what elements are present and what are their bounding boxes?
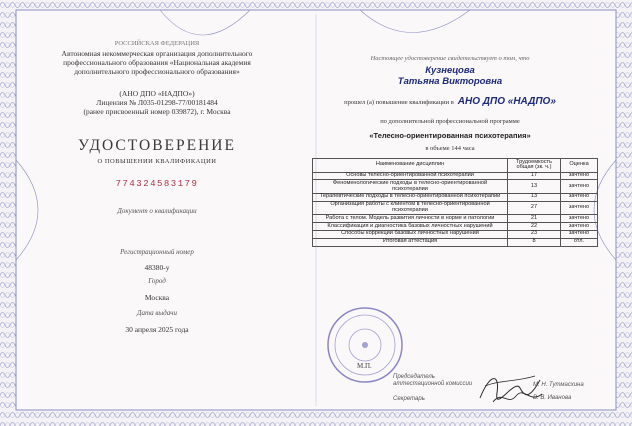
doc-type: Документ о квалификации (117, 207, 197, 215)
hours-cell: 23 (508, 230, 561, 238)
table-row (313, 215, 598, 223)
hours-cell: 22 (508, 223, 561, 231)
table-row (313, 180, 598, 194)
table-header-row (313, 159, 598, 173)
chair-label: Председатель аттестационной комиссии (393, 374, 473, 387)
discipline-cell: Итоговая аттестация (313, 238, 508, 246)
given-names: Татьяна Викторовна (397, 76, 503, 87)
issue-date: 30 апреля 2025 года (125, 325, 189, 334)
discipline-cell: Терапевтические подходы в телесно-ориентированной психотерапии (313, 193, 508, 201)
certificate-number: 774324583179 (115, 179, 199, 189)
discipline-cell: Классификация и диагностика базовых личностных нарушений (313, 223, 508, 231)
secretary-signature (490, 388, 545, 408)
country: РОССИЙСКАЯ ФЕДЕРАЦИЯ (114, 40, 200, 47)
grade-cell: зачтено (561, 201, 598, 215)
grade-cell: зачтено (561, 223, 598, 231)
passed-text: прошел (а) повышение квалификации в (344, 99, 454, 106)
header-discipline: Наименование дисциплин (313, 159, 508, 173)
org-line-3: дополнительного профессионального образования» (74, 67, 240, 76)
city-label: Город (148, 277, 166, 285)
round-seal (325, 305, 405, 385)
grade-cell: зачтено (561, 193, 598, 201)
table-row (313, 201, 598, 215)
discipline-cell: Основы телесно-ориентированной психотерапии (313, 172, 508, 180)
passed-line (300, 91, 600, 109)
grade-cell: зачтено (561, 180, 598, 194)
table-row (313, 172, 598, 180)
reg-number-label: Регистрационный номер (120, 248, 194, 256)
license: Лицензия № Л035-01298-77/00181484 (96, 98, 218, 107)
hours-cell: 13 (508, 193, 561, 201)
document-title: УДОСТОВЕРЕНИЕ (78, 137, 236, 154)
header-grade: Оценка (561, 159, 598, 173)
discipline-cell: Способы коррекции базовых личностных нарушений (313, 230, 508, 238)
document-subtitle: О ПОВЫШЕНИИ КВАЛИФИКАЦИИ (97, 158, 217, 165)
table-row (313, 238, 598, 246)
grade-cell: зачтено (561, 230, 598, 238)
volume: в объеме 144 часа (425, 145, 475, 152)
hours-cell: 8 (508, 238, 561, 246)
table-row (313, 230, 598, 238)
discipline-cell: Организация работы с клиентом в телесно-ориентированной психотерапии (313, 201, 508, 215)
org-line-2: профессионального образования «Национальная академия (63, 58, 251, 67)
right-page (300, 0, 600, 247)
left-page (22, 0, 292, 334)
hours-cell: 21 (508, 215, 561, 223)
org-short: (АНО ДПО «НАДПО») (119, 89, 195, 98)
org-line-1: Автономная некоммерческая организация дополнительного (61, 49, 253, 58)
program-label: по дополнительной профессиональной программе (380, 118, 520, 125)
chair-name: М. Н. Тутмасхина (533, 382, 584, 388)
issue-date-label: Дата выдачи (137, 309, 177, 317)
org-name: АНО ДПО «НАДПО» (457, 96, 556, 107)
reg-number: 48380-у (144, 263, 170, 272)
program-name: «Телесно-ориентированная психотерапия» (369, 131, 531, 140)
grade-cell: зачтено (561, 215, 598, 223)
discipline-cell: Феноменологические подходы в телесно-ориентированной психотерапии (313, 180, 508, 194)
grade-cell: отл. (561, 238, 598, 246)
intro-text: Настоящее удостоверение свидетельствует о том, что (370, 55, 530, 62)
discipline-cell: Работа с телом. Модель развития личности в норме и патологии (313, 215, 508, 223)
hours-cell: 17 (508, 172, 561, 180)
disciplines-table (312, 158, 598, 247)
secretary-name: В. В. Иванова (533, 395, 572, 401)
header-hours: Трудоемкость общая (зк. ч.) (508, 159, 561, 173)
grade-cell: зачтено (561, 172, 598, 180)
city: Москва (144, 293, 170, 302)
license-prev: (ранее присвоенный номер 039872), г. Москва (83, 107, 231, 116)
stamp-place-mark: М.П. (357, 362, 372, 370)
surname: Кузнецова (425, 65, 475, 76)
secretary-label: Секретарь (393, 396, 425, 402)
hours-cell: 27 (508, 201, 561, 215)
hours-cell: 13 (508, 180, 561, 194)
